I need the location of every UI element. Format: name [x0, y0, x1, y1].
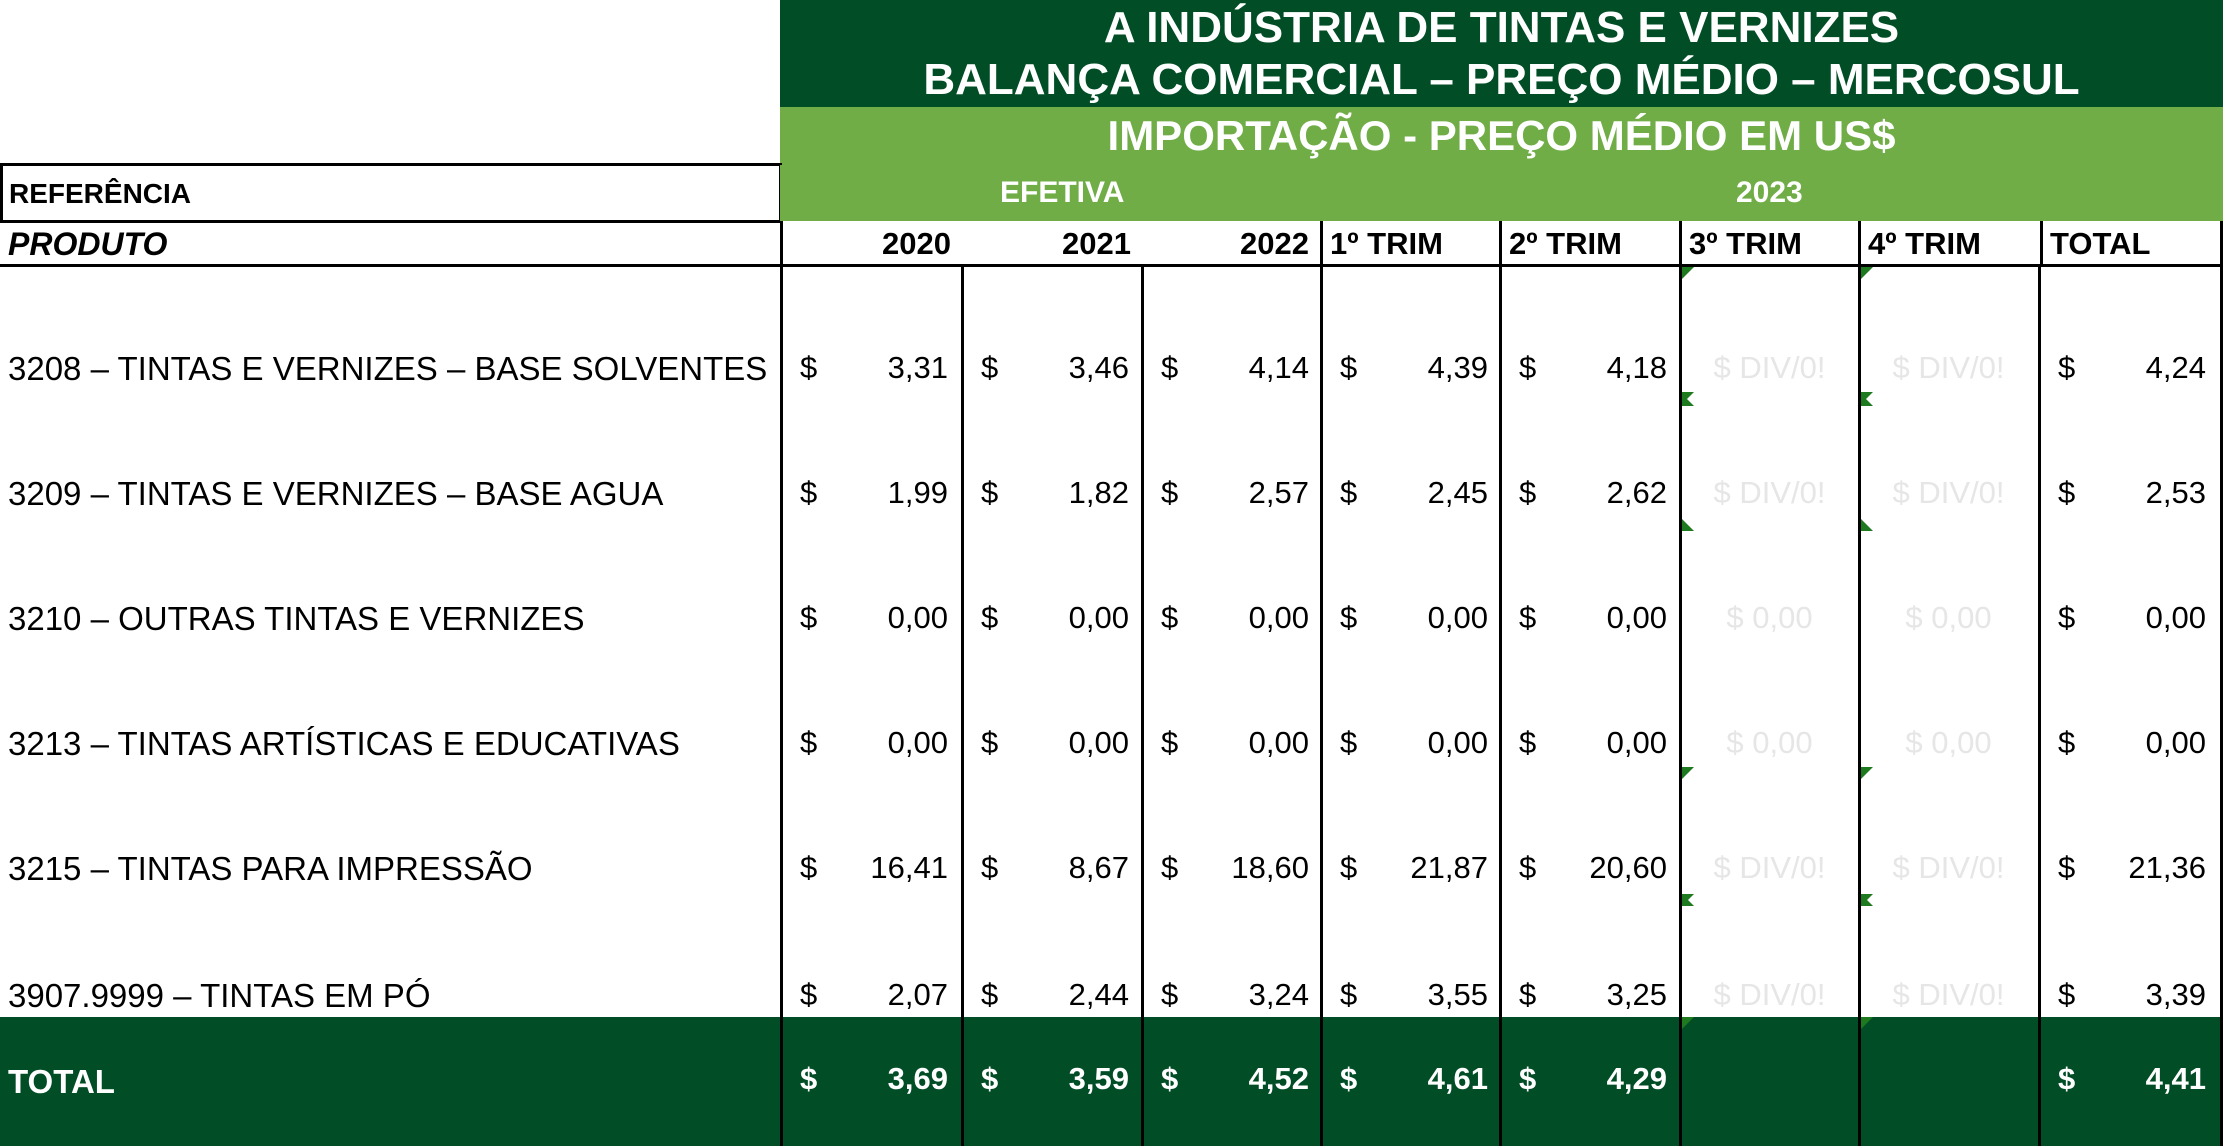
cell-value: 0,00 — [1427, 600, 1488, 635]
currency-symbol: $ — [1161, 475, 1179, 510]
currency-symbol: $ — [2058, 1061, 2076, 1096]
cell-value: 2,07 — [887, 977, 948, 1012]
column-divider — [1320, 1017, 1323, 1146]
currency-symbol: $ — [2058, 600, 2076, 635]
currency-symbol: $ — [1161, 1061, 1179, 1096]
error-flag-icon — [1861, 392, 1873, 404]
ghost-value: $ DIV/0! — [1713, 350, 1826, 385]
col-header-2022: 2022 — [1240, 226, 1309, 261]
currency-symbol: $ — [1519, 1061, 1537, 1096]
currency-symbol: $ — [1161, 725, 1179, 760]
currency-symbol: $ — [1519, 475, 1537, 510]
col-header-2020: 2020 — [882, 226, 951, 261]
currency-symbol: $ — [800, 350, 818, 385]
year-label: 2023 — [1736, 176, 1803, 209]
currency-symbol: $ — [981, 350, 999, 385]
currency-symbol: $ — [1519, 350, 1537, 385]
currency-symbol: $ — [1519, 600, 1537, 635]
cell-value: 0,00 — [1248, 725, 1309, 760]
total-row — [0, 1017, 2223, 1146]
currency-symbol: $ — [1340, 600, 1358, 635]
cell-value: 4,14 — [1248, 350, 1309, 385]
currency-symbol: $ — [981, 850, 999, 885]
cell-value: 3,55 — [1427, 977, 1488, 1012]
col-header-trim3: 3º TRIM — [1689, 226, 1802, 261]
row-label: 3215 – TINTAS PARA IMPRESSÃO — [8, 850, 533, 887]
currency-symbol: $ — [2058, 850, 2076, 885]
total-value: 4,29 — [1606, 1061, 1667, 1096]
total-value: 4,41 — [2145, 1061, 2206, 1096]
total-label: TOTAL — [8, 1063, 115, 1100]
error-flag-icon — [1682, 519, 1694, 531]
currency-symbol: $ — [800, 475, 818, 510]
col-header-total: TOTAL — [2050, 226, 2151, 261]
currency-symbol: $ — [2058, 977, 2076, 1012]
cell-value: 4,18 — [1606, 350, 1667, 385]
currency-symbol: $ — [2058, 725, 2076, 760]
row-label: 3210 – OUTRAS TINTAS E VERNIZES — [8, 600, 585, 637]
ghost-value: $ DIV/0! — [1713, 850, 1826, 885]
col-header-trim2: 2º TRIM — [1509, 226, 1622, 261]
col-header-trim4: 4º TRIM — [1868, 226, 1981, 261]
error-flag-icon — [1861, 1017, 1873, 1029]
reference-band — [780, 165, 2223, 221]
error-flag-icon — [1861, 519, 1873, 531]
cell-value: 18,60 — [1231, 850, 1309, 885]
currency-symbol: $ — [2058, 350, 2076, 385]
currency-symbol: $ — [1340, 1061, 1358, 1096]
header-divider — [1858, 221, 1861, 267]
ghost-value: $ DIV/0! — [1892, 850, 2005, 885]
column-divider — [1141, 267, 1144, 1017]
error-flag-icon — [1682, 767, 1694, 779]
title-line-2: BALANÇA COMERCIAL – PREÇO MÉDIO – MERCOSUL — [923, 55, 2080, 104]
row-label: 3213 – TINTAS ARTÍSTICAS E EDUCATIVAS — [8, 725, 680, 762]
column-divider — [961, 1017, 964, 1146]
header-divider — [1320, 221, 1323, 267]
cell-value: 1,99 — [887, 475, 948, 510]
currency-symbol: $ — [981, 977, 999, 1012]
currency-symbol: $ — [1340, 850, 1358, 885]
produto-header: PRODUTO — [8, 226, 168, 262]
column-divider — [961, 267, 964, 1017]
column-divider — [780, 267, 783, 1017]
column-divider — [2038, 267, 2041, 1017]
error-flag-icon — [1861, 767, 1873, 779]
efetiva-label: EFETIVA — [1000, 176, 1125, 209]
cell-value: 2,57 — [1248, 475, 1309, 510]
currency-symbol: $ — [1161, 977, 1179, 1012]
cell-value: 3,24 — [1248, 977, 1309, 1012]
currency-symbol: $ — [981, 1061, 999, 1096]
row-label: 3208 – TINTAS E VERNIZES – BASE SOLVENTES — [8, 350, 768, 387]
column-divider — [780, 1017, 783, 1146]
total-value: 4,52 — [1248, 1061, 1309, 1096]
cell-value: 4,39 — [1427, 350, 1488, 385]
ghost-value: $ DIV/0! — [1892, 977, 2005, 1012]
cell-value: 1,82 — [1068, 475, 1129, 510]
currency-symbol: $ — [981, 600, 999, 635]
total-value: 3,59 — [1068, 1061, 1129, 1096]
report-title — [780, 0, 2223, 107]
col-header-2021: 2021 — [1062, 226, 1131, 261]
cell-value: 0,00 — [1606, 725, 1667, 760]
column-divider — [1499, 1017, 1502, 1146]
header-divider — [780, 221, 783, 267]
header-divider — [1679, 221, 1682, 267]
currency-symbol: $ — [1340, 725, 1358, 760]
error-flag-icon — [1682, 267, 1694, 279]
cell-value: 0,00 — [887, 600, 948, 635]
currency-symbol: $ — [981, 725, 999, 760]
error-flag-icon — [1861, 894, 1873, 906]
col-header-trim1: 1º TRIM — [1330, 226, 1443, 261]
column-divider — [1320, 267, 1323, 1017]
cell-value: 21,87 — [1410, 850, 1488, 885]
cell-value: 0,00 — [2145, 725, 2206, 760]
cell-value: 2,53 — [2145, 475, 2206, 510]
currency-symbol: $ — [2058, 475, 2076, 510]
cell-value: 2,45 — [1427, 475, 1488, 510]
ghost-value: $ 0,00 — [1726, 600, 1813, 635]
cell-value: 16,41 — [870, 850, 948, 885]
currency-symbol: $ — [800, 725, 818, 760]
error-flag-icon — [1861, 267, 1873, 279]
currency-symbol: $ — [1340, 350, 1358, 385]
currency-symbol: $ — [1161, 350, 1179, 385]
ghost-value: $ 0,00 — [1905, 600, 1992, 635]
row-label: 3907.9999 – TINTAS EM PÓ — [8, 977, 431, 1014]
currency-symbol: $ — [800, 977, 818, 1012]
currency-symbol: $ — [981, 475, 999, 510]
error-flag-icon — [1682, 894, 1694, 906]
currency-symbol: $ — [1161, 850, 1179, 885]
data-table — [0, 267, 2223, 1017]
total-value: 4,61 — [1427, 1061, 1488, 1096]
column-divider — [1679, 1017, 1682, 1146]
column-divider — [1858, 1017, 1861, 1146]
cell-value: 0,00 — [2145, 600, 2206, 635]
currency-symbol: $ — [1340, 475, 1358, 510]
cell-value: 0,00 — [1068, 725, 1129, 760]
currency-symbol: $ — [1519, 977, 1537, 1012]
ghost-value: $ DIV/0! — [1892, 350, 2005, 385]
ghost-value: $ DIV/0! — [1713, 977, 1826, 1012]
ghost-value: $ 0,00 — [1905, 725, 1992, 760]
cell-value: 0,00 — [1248, 600, 1309, 635]
cell-value: 3,25 — [1606, 977, 1667, 1012]
cell-value: 0,00 — [1606, 600, 1667, 635]
header-divider — [2040, 221, 2043, 267]
cell-value: 8,67 — [1068, 850, 1129, 885]
cell-value: 2,62 — [1606, 475, 1667, 510]
error-flag-icon — [1682, 392, 1694, 404]
error-flag-icon — [1682, 1017, 1694, 1029]
cell-value: 4,24 — [2145, 350, 2206, 385]
cell-value: 0,00 — [1068, 600, 1129, 635]
currency-symbol: $ — [1519, 725, 1537, 760]
cell-value: 3,46 — [1068, 350, 1129, 385]
ghost-value: $ DIV/0! — [1713, 475, 1826, 510]
column-header-row — [0, 221, 2223, 267]
cell-value: 2,44 — [1068, 977, 1129, 1012]
currency-symbol: $ — [1519, 850, 1537, 885]
currency-symbol: $ — [1161, 600, 1179, 635]
ghost-value: $ 0,00 — [1726, 725, 1813, 760]
cell-value: 0,00 — [1427, 725, 1488, 760]
column-divider — [1499, 267, 1502, 1017]
currency-symbol: $ — [1340, 977, 1358, 1012]
currency-symbol: $ — [800, 850, 818, 885]
cell-value: 0,00 — [887, 725, 948, 760]
title-line-1: A INDÚSTRIA DE TINTAS E VERNIZES — [1103, 3, 1900, 52]
cell-value: 20,60 — [1589, 850, 1667, 885]
ghost-value: $ DIV/0! — [1892, 475, 2005, 510]
currency-symbol: $ — [800, 600, 818, 635]
total-value: 3,69 — [887, 1061, 948, 1096]
cell-value: 21,36 — [2128, 850, 2206, 885]
header-divider — [1499, 221, 1502, 267]
currency-symbol: $ — [800, 1061, 818, 1096]
column-divider — [2038, 1017, 2041, 1146]
cell-value: 3,39 — [2145, 977, 2206, 1012]
reference-label: REFERÊNCIA — [0, 163, 782, 223]
cell-value: 3,31 — [887, 350, 948, 385]
report-subtitle: IMPORTAÇÃO - PREÇO MÉDIO EM US$ — [780, 107, 2223, 165]
column-divider — [1141, 1017, 1144, 1146]
row-label: 3209 – TINTAS E VERNIZES – BASE AGUA — [8, 475, 664, 512]
